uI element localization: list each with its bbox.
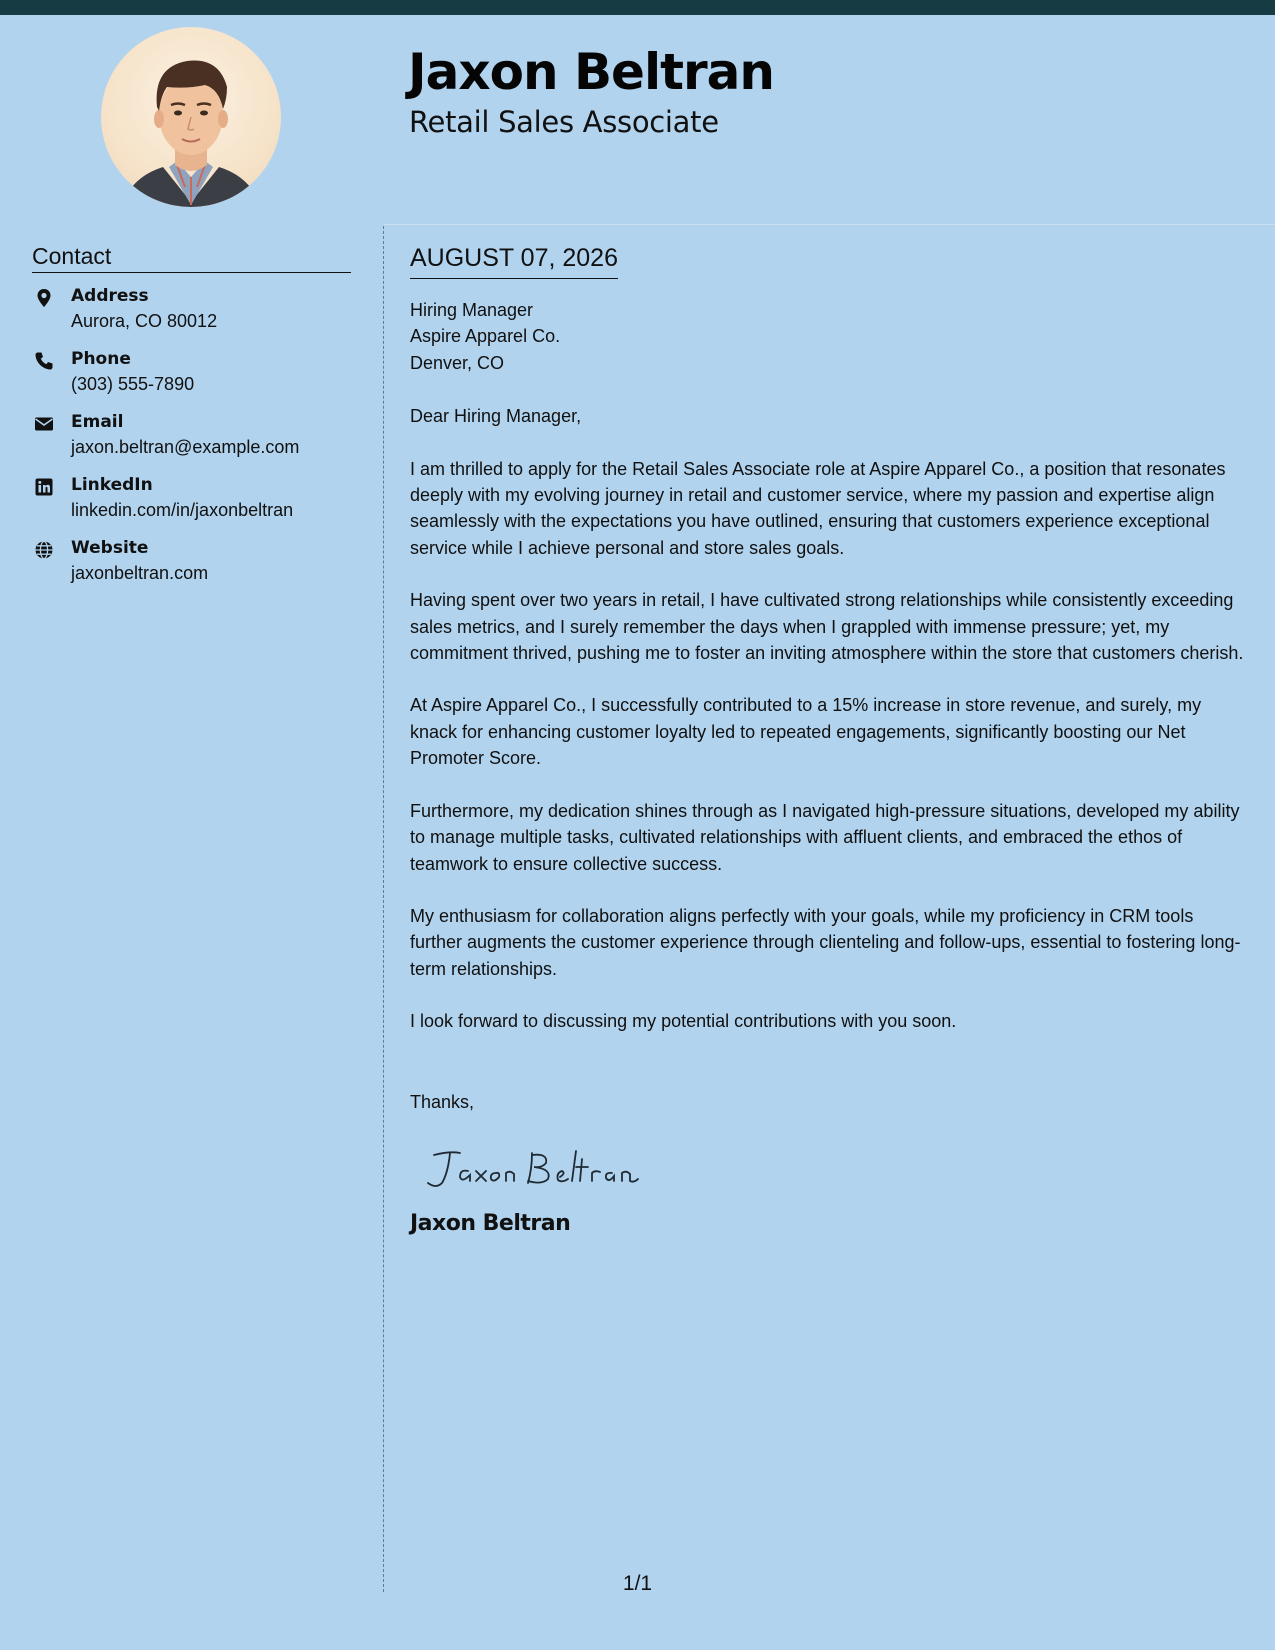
header-divider — [384, 224, 1275, 225]
recipient-line: Hiring Manager — [410, 300, 534, 320]
contact-value: jaxonbeltran.com — [71, 563, 209, 583]
contact-item-linkedin — [32, 472, 362, 535]
column-divider — [383, 226, 384, 1592]
page-number: 1/1 — [622, 1572, 653, 1595]
job-title: Retail Sales Associate — [409, 105, 719, 139]
applicant-name: Jaxon Beltran — [408, 43, 775, 101]
linkedin-icon — [34, 477, 54, 497]
contact-value: linkedin.com/in/jaxonbeltran — [71, 500, 294, 520]
top-accent-bar — [0, 0, 1275, 15]
contact-value: jaxon.beltran@example.com — [71, 437, 300, 457]
contact-label: LinkedIn — [71, 475, 153, 495]
profile-photo — [101, 27, 281, 207]
phone-icon — [34, 351, 54, 371]
profile-photo-illustration — [101, 27, 281, 207]
contact-item-phone — [32, 346, 362, 409]
map-pin-icon — [34, 288, 54, 308]
closing: Thanks, — [410, 1091, 475, 1112]
contact-item-address — [32, 283, 362, 346]
handwritten-signature — [420, 1143, 660, 1193]
signer-name: Jaxon Beltran — [410, 1210, 571, 1236]
recipient-line: Denver, CO — [410, 352, 505, 373]
contact-label: Address — [71, 286, 149, 306]
contact-value: (303) 555-7890 — [71, 374, 195, 394]
letter-date: AUGUST 07, 2026 — [410, 242, 618, 279]
recipient-line: Aspire Apparel Co. — [410, 326, 561, 347]
contact-list — [32, 283, 362, 598]
letter-body — [410, 242, 1250, 1239]
letter-paragraph: At Aspire Apparel Co., I successfully contributed to a 15% increase in store revenue, and surely, my knack for enhancing customer loyalty led to repeated engagements, significantly boosting our Net Promoter Score. — [410, 695, 1202, 769]
envelope-icon — [34, 414, 54, 434]
salutation: Dear Hiring Manager, — [410, 406, 582, 427]
contact-heading: Contact — [32, 240, 351, 273]
globe-icon — [34, 540, 54, 560]
contact-item-email — [32, 409, 362, 472]
signature-drawing — [420, 1143, 660, 1193]
contact-value: Aurora, CO 80012 — [71, 311, 218, 331]
letter-paragraph: I am thrilled to apply for the Retail Sales Associate role at Aspire Apparel Co., a position that resonates deeply with my evolving journey in retail and customer service, where my passion and expertise align seamlessly with the expectations you have outlined, ensuring that customers experience exceptional service while I achieve personal and store sales goals. — [410, 458, 1226, 558]
contact-label: Phone — [71, 349, 131, 369]
contact-label: Email — [71, 412, 124, 432]
letter-paragraph: Furthermore, my dedication shines through as I navigated high-pressure situations, developed my ability to manage multiple tasks, cultivated relationships with affluent clients, and embraced the ethos of teamwork to ensure collective success. — [410, 800, 1240, 874]
letter-paragraph: My enthusiasm for collaboration aligns perfectly with your goals, while my proficiency in CRM tools further augments the customer experience through clienteling and follow-ups, essential to fostering long-term relationships. — [410, 905, 1241, 979]
contact-item-website — [32, 535, 362, 598]
letter-paragraph: Having spent over two years in retail, I have cultivated strong relationships while consistently exceeding sales metrics, and I surely remember the days when I grappled with immense pressure; yet, my commitment thrived, pushing me to foster an inviting atmosphere within the store that customers cherish. — [410, 590, 1244, 664]
contact-label: Website — [71, 538, 149, 558]
recipient-block — [410, 297, 1250, 376]
letter-paragraph: I look forward to discussing my potential contributions with you soon. — [410, 1011, 957, 1032]
